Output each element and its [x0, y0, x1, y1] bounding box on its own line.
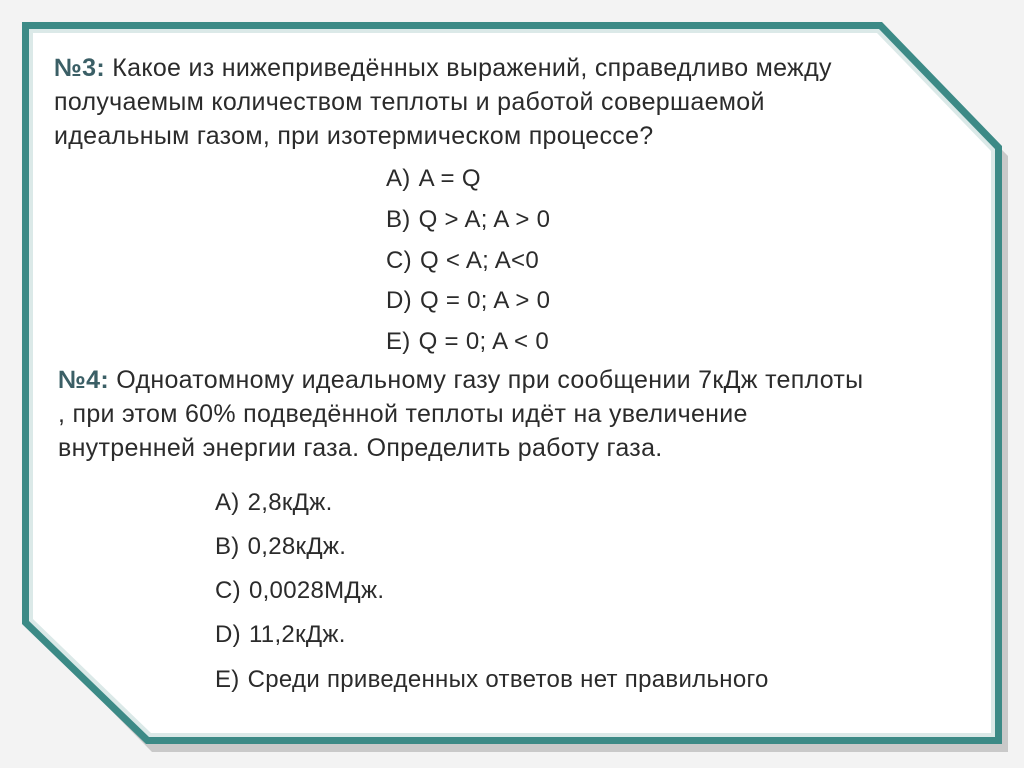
question-3-number: №3:: [54, 54, 105, 82]
question-3-line-1: Какое из нижеприведённых выражений, справедливо между: [112, 54, 832, 82]
q3-option-a: A) A = Q: [386, 165, 481, 192]
question-4-line-1: Одноатомному идеальному газу при сообщении 7кДж теплоты: [116, 366, 864, 394]
question-4-line-2: , при этом 60% подведённой теплоты идёт на увеличение: [58, 400, 748, 428]
question-4-line-3: внутренней энергии газа. Определить работу газа.: [58, 434, 663, 462]
q3-option-e: E) Q = 0; A < 0: [386, 328, 549, 355]
question-3-line-3: идеальным газом, при изотермическом процессе?: [54, 122, 654, 150]
question-3-line-2: получаемым количеством теплоты и работой совершаемой: [54, 88, 765, 116]
q4-option-b: B) 0,28кДж.: [215, 533, 347, 560]
q3-option-b: B) Q > A; A > 0: [386, 206, 551, 233]
q3-option-d: D) Q = 0; A > 0: [386, 287, 551, 314]
question-3-text: [54, 51, 832, 153]
q4-option-c: C) 0,0028МДж.: [215, 577, 385, 604]
question-4-text: [58, 363, 863, 465]
question-4-number: №4:: [58, 366, 109, 394]
q4-option-d: D) 11,2кДж.: [215, 621, 346, 648]
q3-option-c: C) Q < A; A<0: [386, 247, 540, 274]
q4-option-e: E) Среди приведенных ответов нет правильного: [215, 666, 769, 693]
q4-option-a: A) 2,8кДж.: [215, 489, 333, 516]
